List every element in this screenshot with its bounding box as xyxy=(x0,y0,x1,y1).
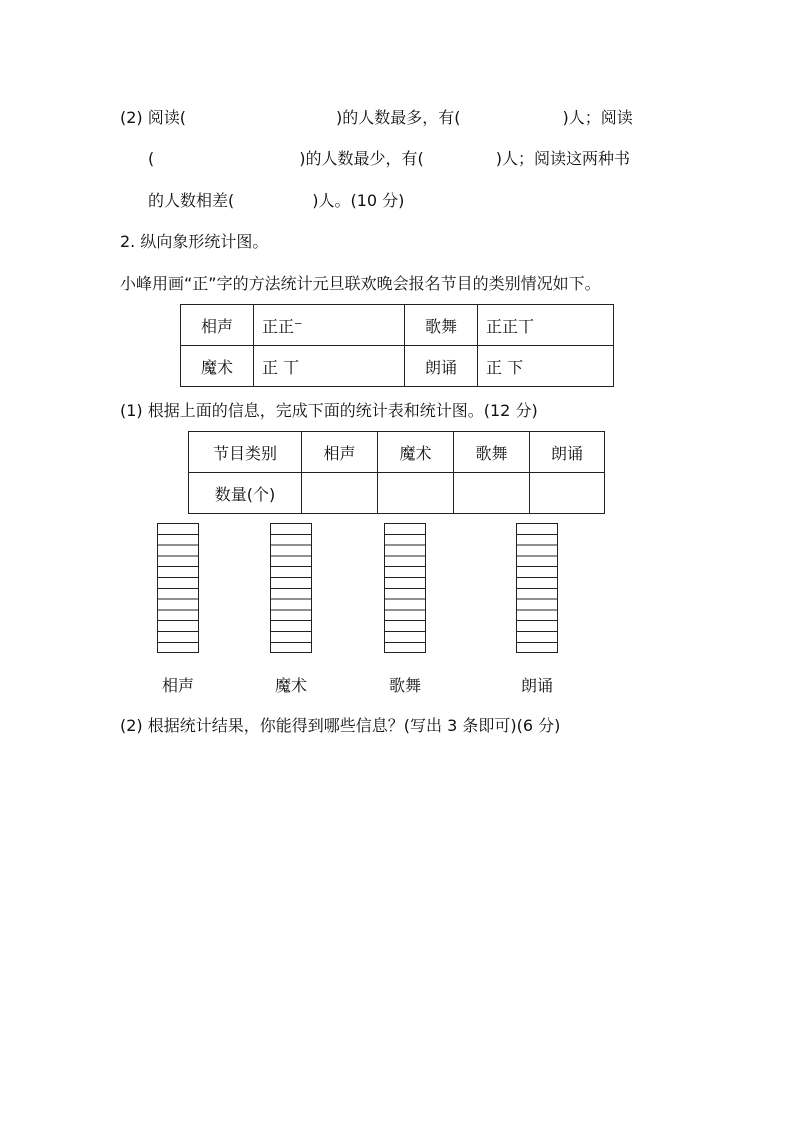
header-cell: 魔术 xyxy=(378,432,454,473)
category-label: 相声 xyxy=(181,305,254,346)
header-cell: 歌舞 xyxy=(454,432,530,473)
column-label: 魔术 xyxy=(274,676,307,695)
q2-line1-part-c: )人；阅读 xyxy=(562,108,633,127)
q2-line3-part-b: )人。(10 分) xyxy=(312,191,405,210)
table-row xyxy=(189,473,605,514)
value-input-cell[interactable] xyxy=(302,473,378,514)
part2-instruction: (2) 根据统计结果，你能得到哪些信息？(写出 3 条即可)(6 分) xyxy=(120,716,561,735)
section-title: 2. 纵向象形统计图。 xyxy=(120,232,269,251)
intro-text: 小峰用画“正”字的方法统计元旦联欢晚会报名节目的类别情况如下。 xyxy=(120,274,601,293)
q2-line-2 xyxy=(148,149,630,169)
q2-line-3 xyxy=(148,191,404,211)
q2-line1-part-b: )的人数最多，有( xyxy=(336,108,461,127)
category-label: 朗诵 xyxy=(405,346,478,387)
q2-line2-part-c: )人；阅读这两种书 xyxy=(495,149,630,168)
column-label: 相声 xyxy=(161,676,194,695)
statistics-table xyxy=(188,431,605,514)
header-cell: 节目类别 xyxy=(189,432,302,473)
pictograph-column-langsong[interactable] xyxy=(516,523,558,653)
q2-line2-part-a: ( xyxy=(148,149,155,168)
value-input-cell[interactable] xyxy=(378,473,454,514)
category-label: 歌舞 xyxy=(405,305,478,346)
q2-line1-part-a: (2) 阅读( xyxy=(120,108,186,127)
header-cell: 相声 xyxy=(302,432,378,473)
table-row xyxy=(181,346,614,387)
tally-marks: 正 下 xyxy=(478,346,614,387)
tally-marks: 正 丅 xyxy=(254,346,405,387)
value-input-cell[interactable] xyxy=(530,473,605,514)
pictograph-column-gewu[interactable] xyxy=(384,523,426,653)
column-label: 朗诵 xyxy=(520,676,553,695)
tally-table xyxy=(180,304,614,387)
tally-marks: 正正⁻ xyxy=(254,305,405,346)
header-cell: 朗诵 xyxy=(530,432,605,473)
pictograph-column-moshu[interactable] xyxy=(270,523,312,653)
part1-instruction: (1) 根据上面的信息，完成下面的统计表和统计图。(12 分) xyxy=(120,401,538,420)
table-row xyxy=(181,305,614,346)
category-label: 魔术 xyxy=(181,346,254,387)
q2-line2-part-b: )的人数最少，有( xyxy=(299,149,424,168)
column-label: 歌舞 xyxy=(388,676,421,695)
row-label: 数量(个) xyxy=(189,473,302,514)
q2-line-1 xyxy=(120,108,633,128)
q2-line3-part-a: 的人数相差( xyxy=(148,191,235,210)
tally-marks: 正正丅 xyxy=(478,305,614,346)
table-row xyxy=(189,432,605,473)
value-input-cell[interactable] xyxy=(454,473,530,514)
pictograph-column-xiangsheng[interactable] xyxy=(157,523,199,653)
